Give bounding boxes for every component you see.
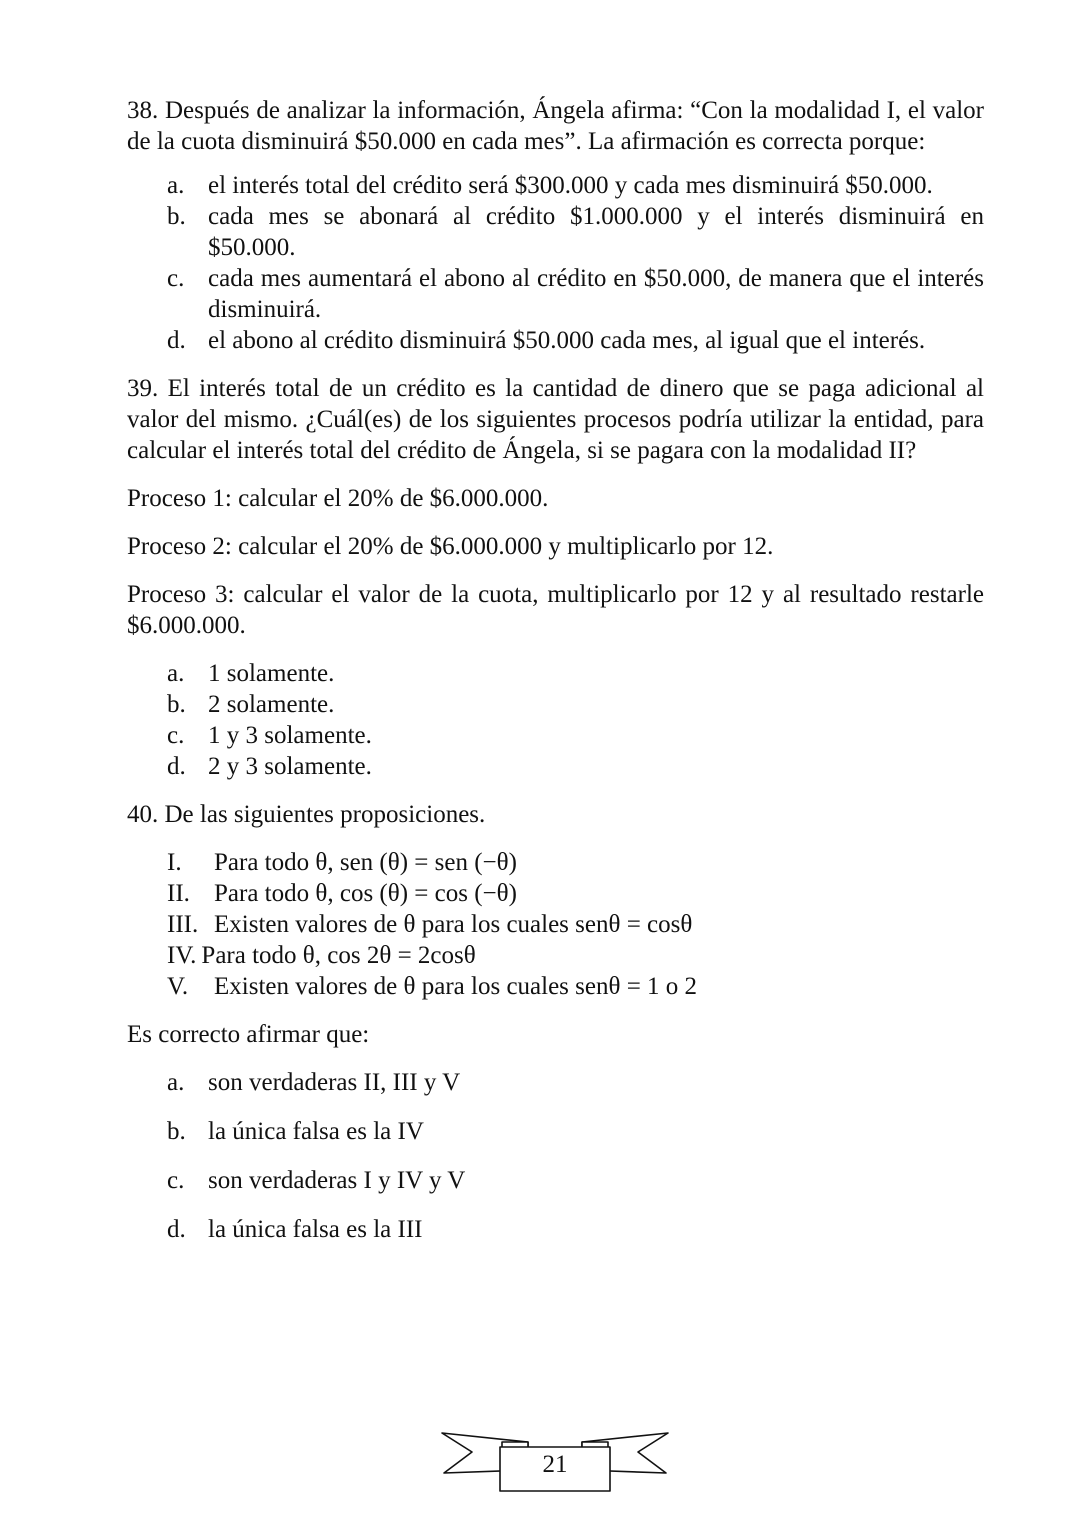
option-text: 2 y 3 solamente. [208,753,372,780]
option-40-c [167,1165,984,1196]
proposition-numeral: III. [167,911,199,938]
option-38-d [167,325,984,356]
proposition-text: Existen valores de θ para los cuales senθ = 1 o 2 [214,973,698,1000]
question-40-prompt: Es correcto afirmar que: [127,1021,370,1048]
proposition-ii [167,878,984,909]
option-39-b [167,689,984,720]
option-text: 1 y 3 solamente. [208,722,372,749]
option-text: 1 solamente. [208,660,335,687]
option-38-b [167,201,984,263]
process-1: Proceso 1: calcular el 20% de $6.000.000. [127,485,549,512]
option-text: son verdaderas I y IV y V [208,1167,466,1194]
question-40-stem: 40. De las siguientes proposiciones. [127,801,486,828]
option-letter: a. [167,172,185,199]
question-39-options [127,658,984,782]
option-letter: b. [167,203,186,230]
proposition-numeral: II. [167,880,190,907]
option-38-c [167,263,984,325]
process-3: Proceso 3: calcular el valor de la cuota, multiplicarlo por 12 y al resultado restarle $6.000.000. [127,581,984,639]
option-letter: c. [167,265,185,292]
proposition-v [167,971,984,1002]
option-text: cada mes aumentará el abono al crédito en $50.000, de manera que el interés disminuirá. [208,265,984,323]
proposition-text: Para todo θ, sen (θ) = sen (−θ) [214,849,517,876]
option-text: la única falsa es la IV [208,1118,424,1145]
option-letter: d. [167,753,186,780]
proposition-text: Existen valores de θ para los cuales senθ = cosθ [214,911,693,938]
option-39-d [167,751,984,782]
question-40-propositions [127,847,984,1002]
question-38-options [127,170,984,356]
option-letter: c. [167,1167,185,1194]
proposition-i [167,847,984,878]
option-letter: a. [167,660,185,687]
option-39-a [167,658,984,689]
option-letter: d. [167,1216,186,1243]
page-content [127,95,984,1263]
proposition-numeral: V. [167,973,189,1000]
option-39-c [167,720,984,751]
page-number-banner [440,1428,670,1494]
option-text: 2 solamente. [208,691,335,718]
option-text: el abono al crédito disminuirá $50.000 cada mes, al igual que el interés. [208,327,926,354]
option-letter: c. [167,722,185,749]
proposition-iv [167,940,984,971]
proposition-text: Para todo θ, cos 2θ = 2cosθ [201,942,476,969]
question-38-stem: 38. Después de analizar la información, Ángela afirma: “Con la modalidad I, el valor de la cuota disminuirá $50.000 en cada mes”. La afirmación es correcta porque: [127,97,984,155]
option-text: la única falsa es la III [208,1216,423,1243]
option-text: el interés total del crédito será $300.000 y cada mes disminuirá $50.000. [208,172,933,199]
proposition-numeral: IV. [167,942,197,969]
option-text: son verdaderas II, III y V [208,1069,461,1096]
option-letter: a. [167,1069,185,1096]
page-number: 21 [542,1451,568,1478]
option-letter: d. [167,327,186,354]
proposition-text: Para todo θ, cos (θ) = cos (−θ) [214,880,517,907]
option-letter: b. [167,1118,186,1145]
option-40-b [167,1116,984,1147]
option-40-a [167,1067,984,1098]
proposition-iii [167,909,984,940]
process-2: Proceso 2: calcular el 20% de $6.000.000 y multiplicarlo por 12. [127,533,774,560]
option-text: cada mes se abonará al crédito $1.000.000 y el interés disminuirá en $50.000. [208,203,984,261]
option-40-d [167,1214,984,1245]
option-38-a [167,170,984,201]
question-39-stem: 39. El interés total de un crédito es la cantidad de dinero que se paga adicional al valor del mismo. ¿Cuál(es) de los siguientes procesos podría utilizar la entidad, para calcular el interés total del crédito de Ángela, si se pagara con la modalidad II? [127,375,984,464]
proposition-numeral: I. [167,849,182,876]
option-letter: b. [167,691,186,718]
question-40-options [127,1067,984,1245]
